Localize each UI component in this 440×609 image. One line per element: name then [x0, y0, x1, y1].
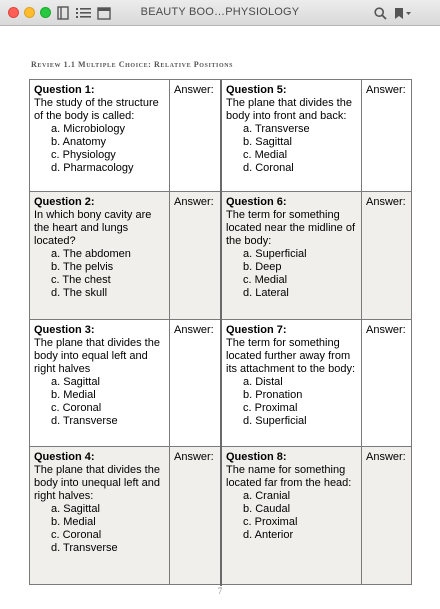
answer-label: Answer:	[366, 451, 406, 463]
answer-cell[interactable]	[362, 192, 411, 320]
question-title: Question 8:	[226, 451, 287, 463]
answer-cell[interactable]	[170, 192, 222, 320]
question-cell	[222, 320, 362, 447]
option: a. Sagittal	[51, 376, 100, 388]
option: b. Deep	[243, 261, 282, 273]
option: a. Cranial	[243, 490, 291, 502]
question-title: Question 7:	[226, 324, 287, 336]
toc-icon[interactable]	[75, 5, 91, 21]
option: b. Caudal	[243, 503, 291, 515]
option: b. Medial	[51, 516, 96, 528]
window-toolbar	[0, 0, 440, 26]
question-text: The term for something located further away from its attachment to the body:	[226, 337, 356, 375]
option: c. Medial	[243, 274, 288, 286]
option: d. The skull	[51, 287, 108, 299]
option: a. The abdomen	[51, 248, 131, 260]
bookmark-icon[interactable]	[393, 5, 413, 21]
minimize-window-button[interactable]	[24, 7, 35, 18]
answer-cell[interactable]	[170, 447, 222, 584]
option: d. Lateral	[243, 287, 289, 299]
window-title: BEAUTY BOO…PHYSIOLOGY	[140, 6, 300, 18]
option: c. Physiology	[51, 149, 116, 161]
question-title: Question 3:	[34, 324, 95, 336]
option: c. Coronal	[51, 529, 102, 541]
question-text: In which bony cavity are the heart and lungs located?	[34, 209, 152, 247]
option: a. Superficial	[243, 248, 307, 260]
option: b. Anatomy	[51, 136, 107, 148]
question-cell	[222, 447, 362, 584]
option: d. Transverse	[51, 542, 118, 554]
option: a. Distal	[243, 376, 283, 388]
question-cell	[30, 447, 170, 584]
question-table	[29, 79, 412, 585]
option: c. Coronal	[51, 402, 102, 414]
library-icon[interactable]	[56, 5, 70, 21]
search-icon[interactable]	[373, 5, 387, 21]
question-cell	[30, 80, 170, 192]
answer-label: Answer:	[174, 324, 214, 336]
option: b. Sagittal	[243, 136, 292, 148]
answer-cell[interactable]	[170, 320, 222, 447]
answer-cell[interactable]	[362, 80, 411, 192]
option: a. Microbiology	[51, 123, 125, 135]
column-divider	[220, 80, 222, 586]
question-text: The name for something located far from the head:	[226, 464, 352, 489]
option: a. Transverse	[243, 123, 310, 135]
question-title: Question 6:	[226, 196, 287, 208]
option: d. Anterior	[243, 529, 294, 541]
answer-label: Answer:	[366, 196, 406, 208]
question-title: Question 1:	[34, 84, 95, 96]
question-text: The study of the structure of the body is called:	[34, 97, 159, 122]
page-number: 7	[217, 586, 223, 596]
question-cell	[222, 80, 362, 192]
option: d. Transverse	[51, 415, 118, 427]
answer-label: Answer:	[366, 84, 406, 96]
question-title: Question 4:	[34, 451, 95, 463]
option: d. Pharmacology	[51, 162, 134, 174]
answer-label: Answer:	[174, 451, 214, 463]
answer-label: Answer:	[174, 84, 214, 96]
question-text: The plane that divides the body into unequal left and right halves:	[34, 464, 160, 502]
question-title: Question 2:	[34, 196, 95, 208]
question-cell	[30, 320, 170, 447]
option: d. Superficial	[243, 415, 307, 427]
sidebar-icon[interactable]	[96, 5, 112, 21]
option: b. The pelvis	[51, 261, 114, 273]
close-window-button[interactable]	[8, 7, 19, 18]
answer-cell[interactable]	[170, 80, 222, 192]
option: c. Proximal	[243, 402, 298, 414]
question-text: The plane that divides the body into equal left and right halves	[34, 337, 160, 375]
answer-cell[interactable]	[362, 447, 411, 584]
option: b. Pronation	[243, 389, 303, 401]
option: d. Coronal	[243, 162, 294, 174]
option: c. Proximal	[243, 516, 298, 528]
option: b. Medial	[51, 389, 96, 401]
question-cell	[30, 192, 170, 320]
zoom-window-button[interactable]	[40, 7, 51, 18]
question-title: Question 5:	[226, 84, 287, 96]
answer-cell[interactable]	[362, 320, 411, 447]
option: c. The chest	[51, 274, 111, 286]
section-heading: Review 1.1 Multiple Choice: Relative Positions	[31, 60, 234, 69]
option: c. Medial	[243, 149, 288, 161]
question-text: The term for something located near the midline of the body:	[226, 209, 356, 247]
question-cell	[222, 192, 362, 320]
answer-label: Answer:	[366, 324, 406, 336]
option: a. Sagittal	[51, 503, 100, 515]
question-text: The plane that divides the body into front and back:	[226, 97, 352, 122]
answer-label: Answer:	[174, 196, 214, 208]
